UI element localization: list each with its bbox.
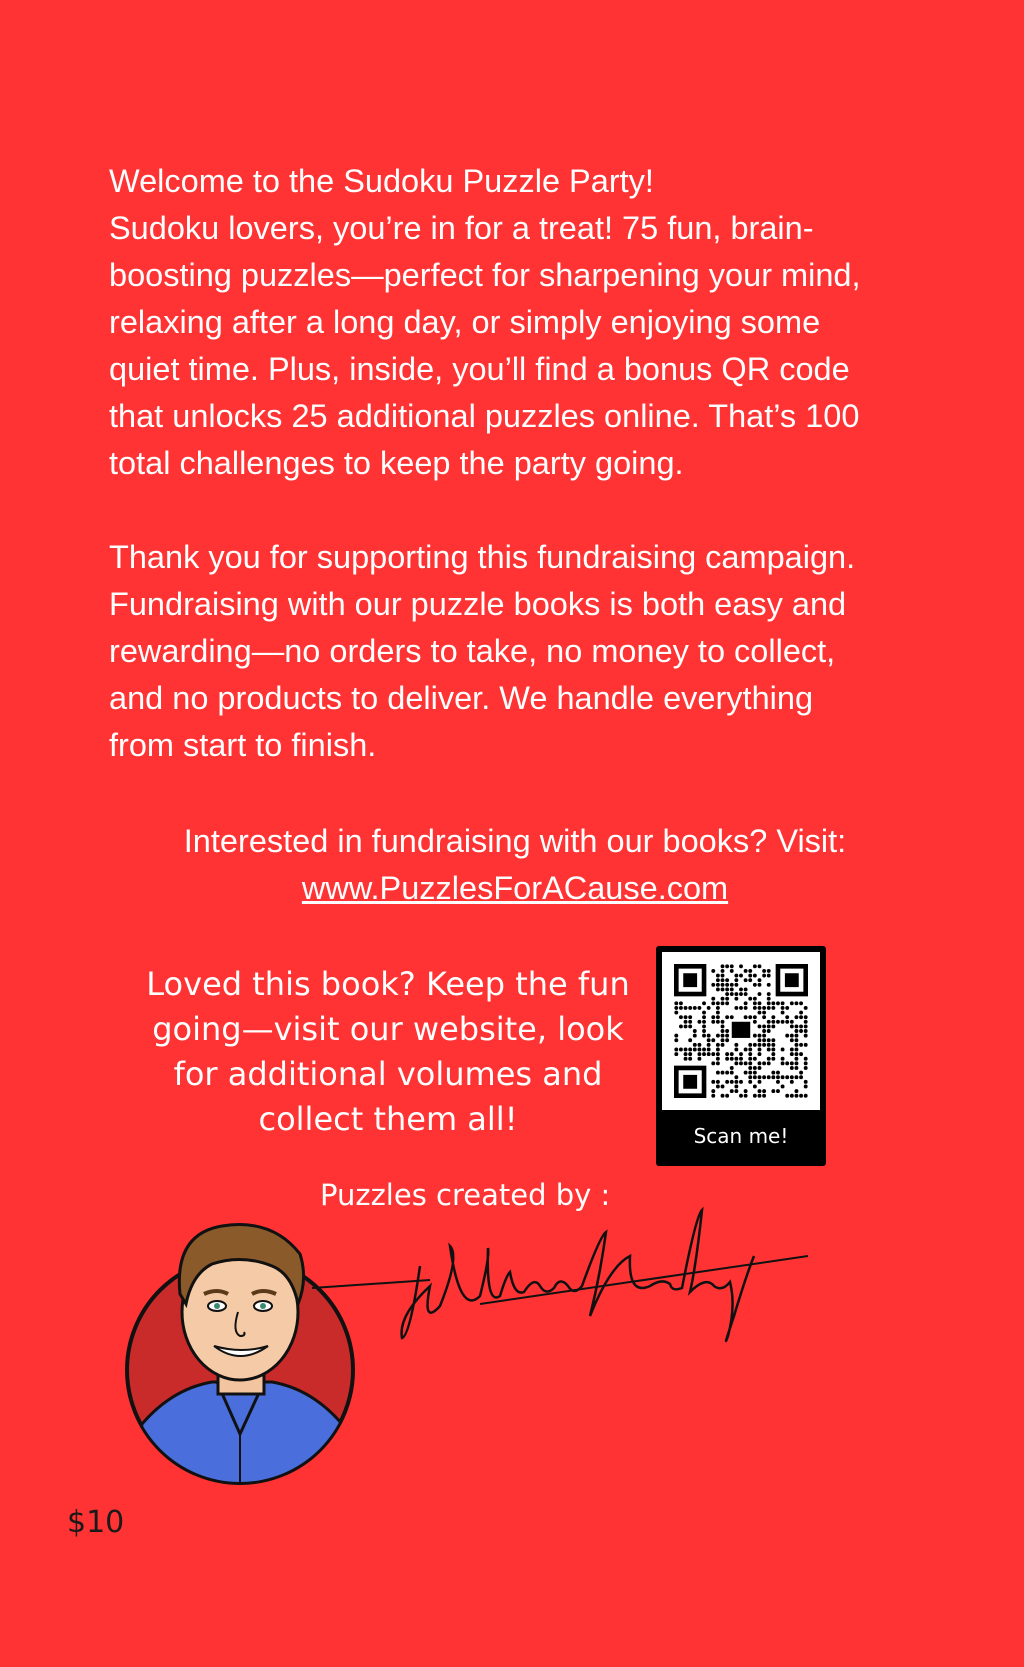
thanks-line: rewarding—no orders to take, no money to collect, bbox=[109, 633, 836, 669]
website-link[interactable]: www.PuzzlesForACause.com bbox=[301, 870, 729, 906]
keep-line: going—visit our website, look bbox=[152, 1010, 624, 1048]
intro-line: that unlocks 25 additional puzzles online. That’s 100 bbox=[109, 398, 860, 434]
qr-code-card[interactable] bbox=[656, 946, 826, 1166]
credit-label: Puzzles created by : bbox=[320, 1178, 611, 1212]
scan-me-label: Scan me! bbox=[693, 1124, 789, 1148]
keep-line: Loved this book? Keep the fun bbox=[146, 965, 630, 1003]
intro-line: Sudoku lovers, you’re in for a treat! 75 fun, brain- bbox=[109, 210, 814, 246]
keep-the-fun-text bbox=[140, 962, 636, 1142]
qr-code-icon bbox=[662, 952, 820, 1110]
visit-block bbox=[109, 818, 921, 912]
thanks-line: Fundraising with our puzzle books is both easy and bbox=[109, 586, 847, 622]
qr-code[interactable] bbox=[662, 952, 820, 1110]
intro-text bbox=[109, 158, 929, 769]
thanks-line: Thank you for supporting this fundraising campaign. bbox=[109, 539, 856, 575]
visit-text: Interested in fundraising with our books? Visit: bbox=[183, 823, 847, 859]
paragraph-gap bbox=[109, 487, 929, 534]
intro-line: quiet time. Plus, inside, you’ll find a bonus QR code bbox=[109, 351, 850, 387]
signature-icon bbox=[310, 1196, 810, 1356]
keep-line: for additional volumes and bbox=[173, 1055, 603, 1093]
thanks-line: from start to finish. bbox=[109, 727, 377, 763]
intro-line: Welcome to the Sudoku Puzzle Party! bbox=[109, 163, 654, 199]
keep-line: collect them all! bbox=[258, 1100, 518, 1138]
intro-line: total challenges to keep the party going. bbox=[109, 445, 684, 481]
intro-line: boosting puzzles—perfect for sharpening your mind, bbox=[109, 257, 861, 293]
thanks-line: and no products to deliver. We handle everything bbox=[109, 680, 814, 716]
intro-line: relaxing after a long day, or simply enjoying some bbox=[109, 304, 821, 340]
price-label: $10 bbox=[67, 1505, 125, 1540]
